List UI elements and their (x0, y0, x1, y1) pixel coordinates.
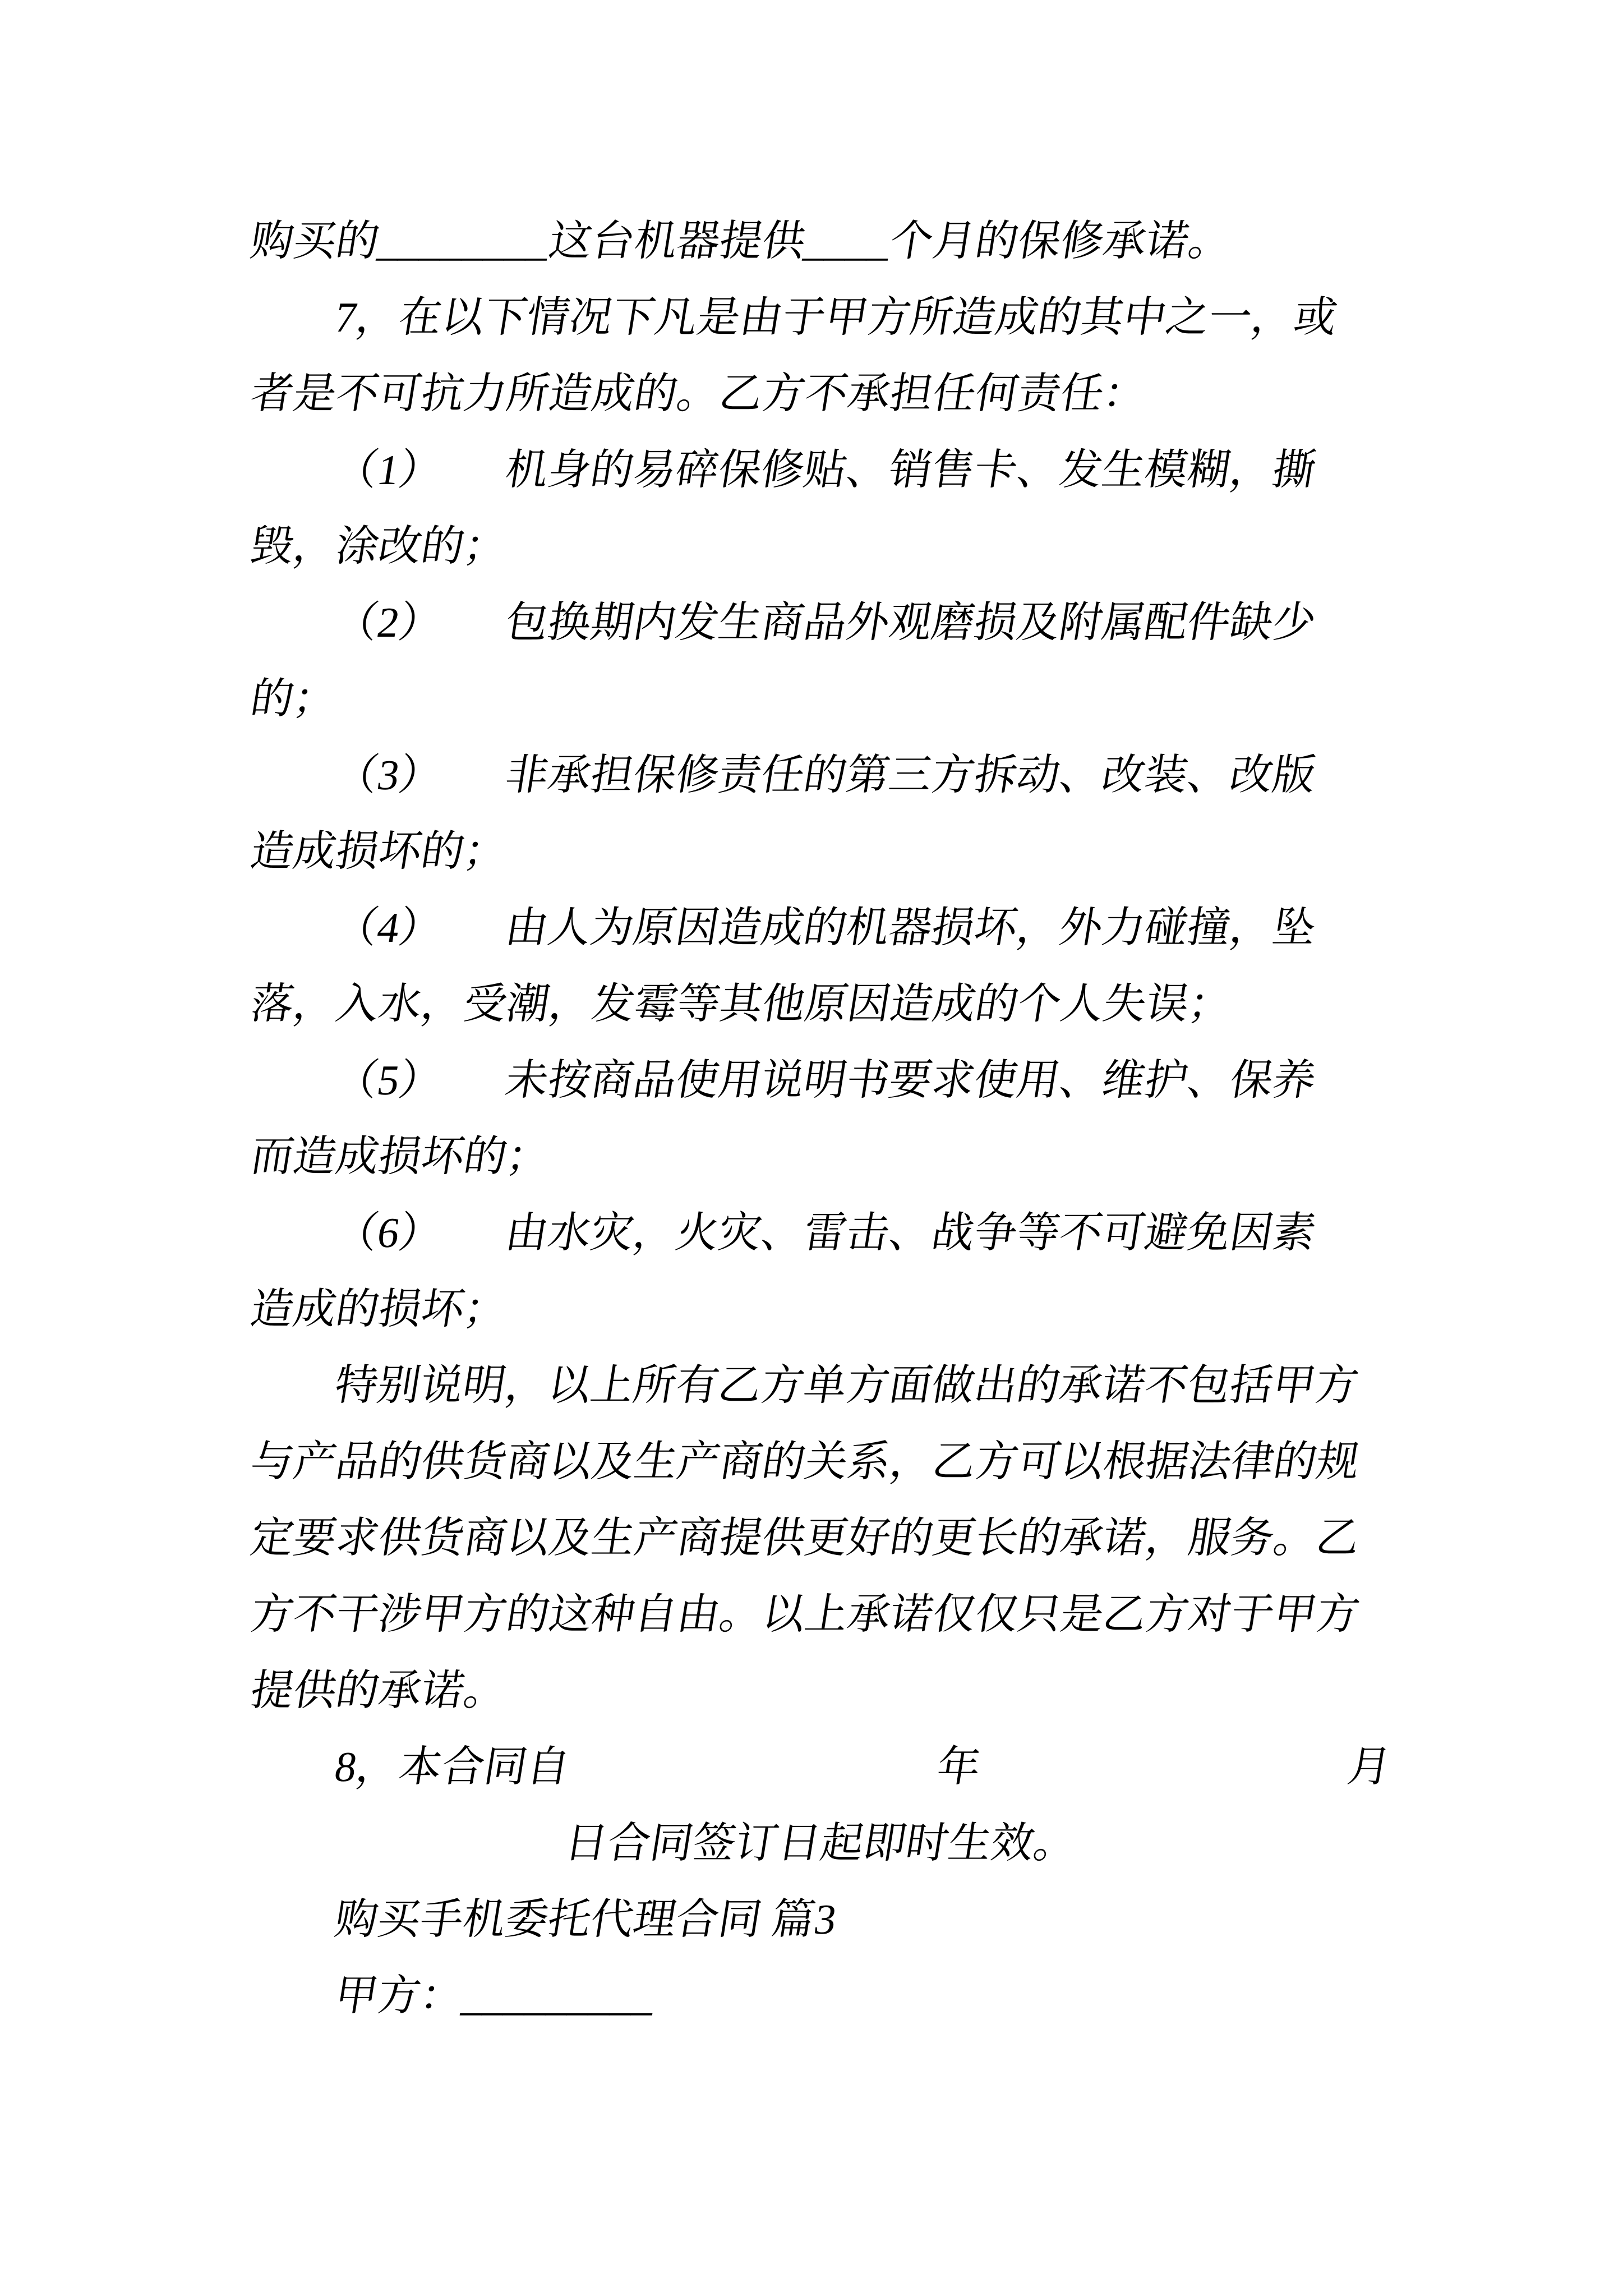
text-run: 特别说明，以上所有乙方单方面做出的承诺不包括甲方 (331, 1362, 1362, 1409)
text-line (245, 1195, 1385, 1271)
contract-text-block (245, 203, 1395, 2034)
text-line (245, 1271, 1385, 1347)
text-run: （5） 未按商品使用说明书要求使用、维护、保养 (331, 1057, 1320, 1104)
text-run: 与产品的供货商以及生产商的关系，乙方可以根据法律的规 (247, 1438, 1363, 1485)
text-run: 提供的承诺。 (247, 1667, 511, 1714)
text-run: 毁，涂改的； (247, 523, 511, 570)
text-run: 定要求供货商以及生产商提供更好的更长的承诺，服务。乙 (247, 1515, 1363, 1562)
text-line (245, 661, 1385, 737)
text-run: 的； (247, 675, 340, 723)
text-run: 购买的________这台机器提供____个月的保修承诺。 (247, 218, 1235, 265)
text-line (245, 1958, 1385, 2034)
text-run: 购买手机委托代理合同 篇3 (331, 1896, 840, 1943)
text-run: （6） 由水灾，火灾、雷击、战争等不可避免因素 (331, 1209, 1320, 1257)
text-line (245, 966, 1385, 1042)
text-line (245, 1347, 1385, 1424)
text-run: （1） 机身的易碎保修贴、销售卡、发生模糊，撕 (331, 447, 1320, 494)
text-line (245, 279, 1385, 356)
text-run: 日合同签订日起即时生效。 (561, 1820, 1081, 1867)
text-line (245, 356, 1385, 432)
text-line (245, 890, 1385, 966)
text-line (245, 737, 1385, 813)
text-run: 7，在以下情况下凡是由于甲方所造成的其中之一，或 (331, 294, 1341, 341)
text-run: （2） 包换期内发生商品外观磨损及附属配件缺少 (331, 599, 1320, 646)
text-line (245, 1424, 1385, 1500)
text-run: 方不干涉甲方的这种自由。以上承诺仅仅只是乙方对于甲方 (247, 1591, 1363, 1638)
text-line (245, 508, 1385, 585)
text-line (245, 585, 1385, 661)
text-run: 而造成损坏的； (247, 1133, 554, 1180)
text-run: 造成的损坏； (247, 1286, 511, 1333)
text-line (245, 203, 1385, 279)
text-run: 造成损坏的； (247, 828, 511, 875)
text-line (245, 1500, 1385, 1576)
text-line (245, 1805, 1385, 1881)
text-run: （4） 由人为原因造成的机器损坏，外力碰撞，坠 (331, 904, 1320, 951)
text-line (245, 1653, 1385, 1729)
text-line (245, 1576, 1385, 1653)
text-line (245, 432, 1385, 508)
text-segment: 8，本合同自 (331, 1743, 574, 1791)
text-line (245, 1042, 1385, 1119)
text-run: 者是不可抗力所造成的。乙方不承担任何责任： (247, 370, 1150, 417)
text-line (245, 1119, 1385, 1195)
text-segment: 年 (934, 1743, 984, 1791)
text-run: （3） 非承担保修责任的第三方拆动、改装、改版 (331, 752, 1320, 799)
text-line (245, 1881, 1385, 1958)
text-run: 甲方：_________ (331, 1972, 659, 2019)
text-line (245, 1729, 1395, 1805)
text-line (245, 813, 1385, 890)
text-segment: 月 (1344, 1743, 1395, 1791)
text-run: 落，入水，受潮，发霉等其他原因造成的个人失误； (247, 981, 1235, 1028)
